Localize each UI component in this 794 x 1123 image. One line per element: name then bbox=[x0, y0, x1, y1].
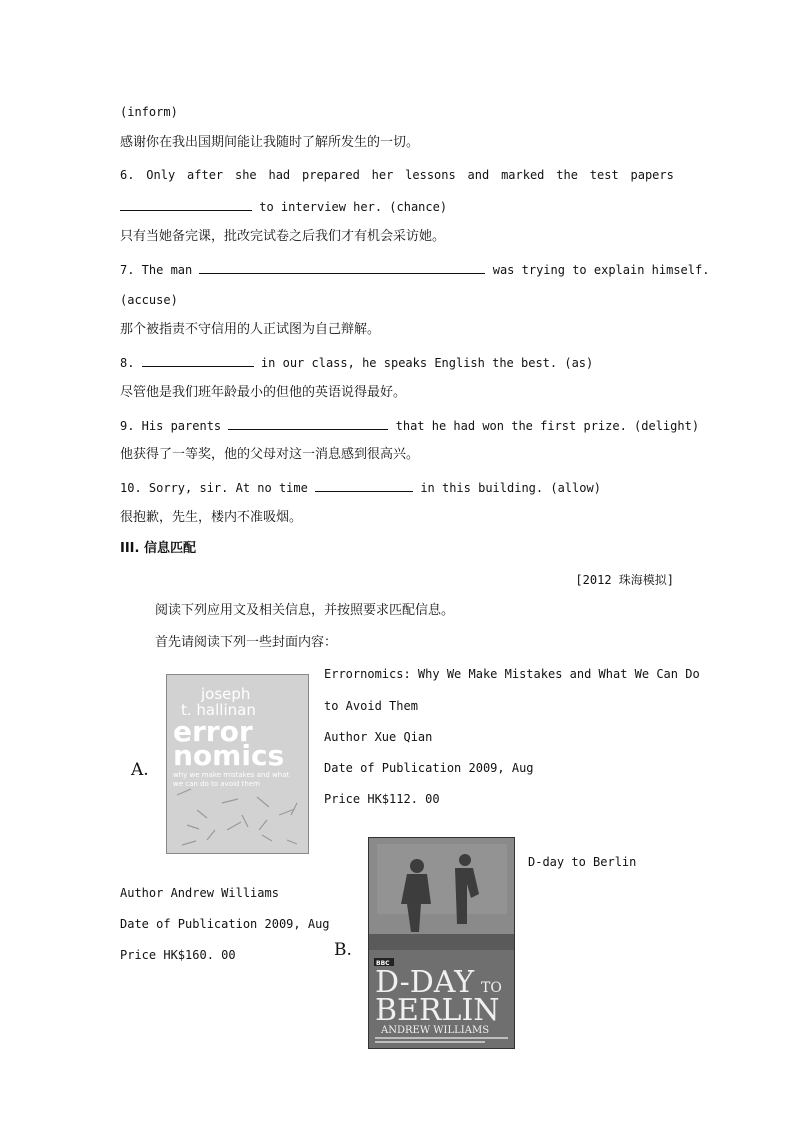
q6-word: lessons bbox=[405, 168, 456, 182]
q6-word: the bbox=[556, 168, 578, 182]
cover-title-b-1: D-DAY bbox=[375, 965, 475, 1000]
book-a-title-2: to Avoid Them bbox=[324, 699, 418, 713]
cover-sub-a-2: we can do to avoid them bbox=[173, 780, 260, 788]
translation-7: 那个被指责不守信用的人正试图为自己辩解。 bbox=[120, 322, 381, 337]
q6-word: papers bbox=[630, 168, 674, 182]
q6-word: Only bbox=[146, 168, 176, 182]
option-letter-b: B. bbox=[334, 940, 352, 960]
hint-inform: (inform) bbox=[120, 105, 178, 119]
question-8: 8. in our class, he speaks English the best. (as) bbox=[120, 356, 594, 370]
translation-10: 很抱歉，先生，楼内不准吸烟。 bbox=[120, 510, 303, 525]
option-letter-a: A. bbox=[131, 760, 149, 780]
book-b-author: Author Andrew Williams bbox=[120, 886, 279, 900]
book-b-title: D-day to Berlin bbox=[528, 855, 637, 869]
translation-9: 他获得了一等奖，他的父母对这一消息感到很高兴。 bbox=[120, 447, 420, 462]
cover-author-b: ANDREW WILLIAMS bbox=[381, 1025, 490, 1036]
cover-author-a-2: t. hallinan bbox=[181, 701, 256, 719]
answer-blank-8[interactable] bbox=[142, 354, 254, 367]
source-tag: [2012 珠海模拟] bbox=[575, 573, 674, 587]
book-b-date: Date of Publication 2009, Aug bbox=[120, 917, 330, 931]
book-a-date: Date of Publication 2009, Aug bbox=[324, 761, 534, 775]
cover-badge-b: BBC bbox=[376, 960, 390, 967]
hint-accuse: (accuse) bbox=[120, 293, 178, 307]
q6-word: marked bbox=[501, 168, 545, 182]
question-6 bbox=[120, 167, 674, 183]
answer-blank-9[interactable] bbox=[228, 417, 388, 430]
question-10: 10. Sorry, sir. At no time in this building. (allow) bbox=[120, 481, 601, 495]
book-a-title-1: Errornomics: Why We Make Mistakes and What We Can Do bbox=[324, 667, 700, 681]
question-7: 7. The man was trying to explain himself. bbox=[120, 263, 710, 277]
translation-6: 只有当她备完课，批改完试卷之后我们才有机会采访她。 bbox=[120, 229, 446, 244]
q6-word: prepared bbox=[302, 168, 360, 182]
answer-blank-10[interactable] bbox=[315, 479, 413, 492]
question-6-continued: to interview her. (chance) bbox=[120, 198, 447, 215]
q6-word: her bbox=[371, 168, 394, 182]
book-cover-d-day-to-berlin bbox=[368, 837, 515, 1049]
cover-art-a bbox=[167, 675, 308, 853]
answer-blank-6[interactable] bbox=[120, 198, 252, 211]
cover-title-b-2: BERLIN bbox=[375, 993, 500, 1028]
q6-word: and bbox=[467, 168, 490, 182]
book-a-author: Author Xue Qian bbox=[324, 730, 433, 744]
translation-5: 感谢你在我出国期间能让我随时了解所发生的一切。 bbox=[120, 135, 420, 150]
q6-word: had bbox=[268, 168, 291, 182]
section-intro-1: 阅读下列应用文及相关信息，并按照要求匹配信息。 bbox=[155, 603, 455, 618]
cover-title-b-to: TO bbox=[481, 980, 502, 996]
cover-art-b bbox=[369, 838, 514, 1048]
q6-word: 6. bbox=[120, 168, 135, 182]
cover-title-a-1: error bbox=[173, 715, 253, 748]
cover-author-a-1: joseph bbox=[201, 685, 251, 703]
translation-8: 尽管他是我们班年龄最小的但他的英语说得最好。 bbox=[120, 385, 407, 400]
answer-blank-7[interactable] bbox=[199, 261, 485, 274]
book-a-price: Price HK$112. 00 bbox=[324, 792, 440, 806]
section-heading: III. 信息匹配 bbox=[120, 541, 196, 556]
section-intro-2: 首先请阅读下列一些封面内容： bbox=[155, 635, 338, 650]
question-9: 9. His parents that he had won the first prize. (delight) bbox=[120, 419, 700, 433]
book-cover-errornomics bbox=[166, 674, 309, 854]
book-b-price: Price HK$160. 00 bbox=[120, 948, 236, 962]
q6-word: test bbox=[589, 168, 619, 182]
cover-sub-a-1: why we make mistakes and what bbox=[173, 771, 290, 779]
cover-title-a-2: nomics bbox=[173, 739, 285, 772]
q6-word: she bbox=[234, 168, 257, 182]
q6-word: after bbox=[187, 168, 224, 182]
